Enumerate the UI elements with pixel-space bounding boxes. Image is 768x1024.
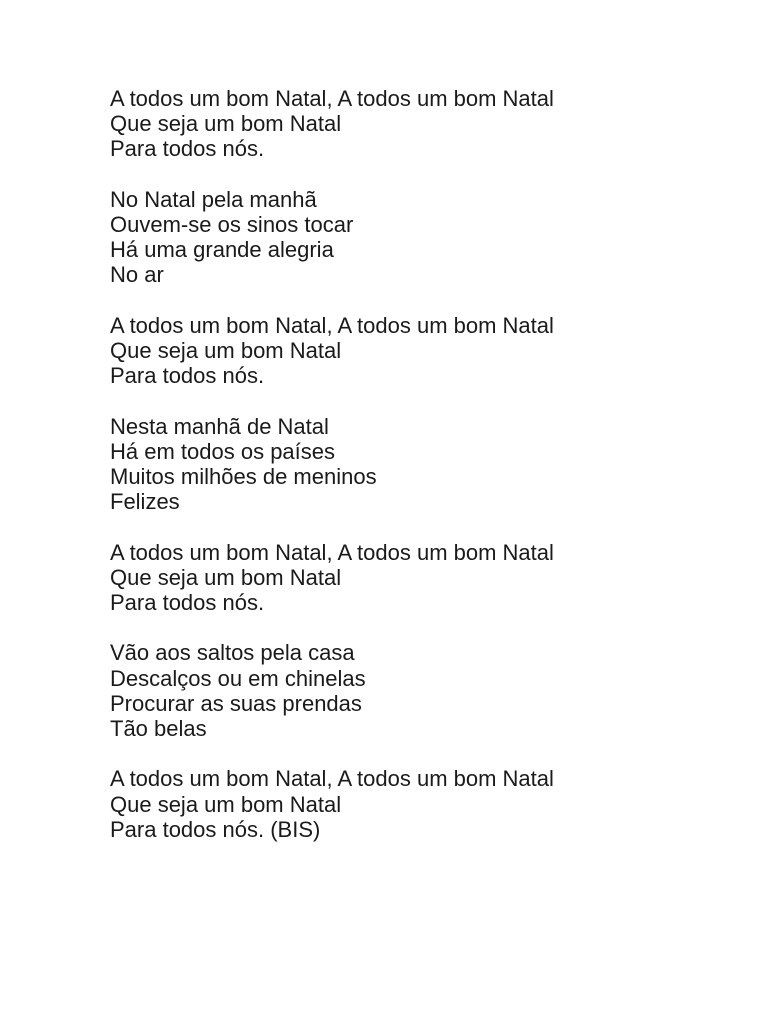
lyric-line: Para todos nós. (BIS) [110,816,321,842]
lyric-line: Para todos nós. [110,136,265,162]
lyric-line: Há em todos os países [110,438,336,464]
lyric-line: Procurar as suas prendas [110,690,362,716]
stanza-6-verse [110,640,730,741]
lyric-line: Que seja um bom Natal [110,791,342,817]
lyric-line: A todos um bom Natal, A todos um bom Natal [110,86,554,111]
stanza-1-chorus [110,86,730,162]
lyric-line: Ouvem-se os sinos tocar [110,212,354,237]
lyric-line: Há uma grande alegria [110,237,334,263]
lyric-line: A todos um bom Natal, A todos um bom Natal [110,312,554,338]
lyrics-body [110,86,730,867]
lyric-line: A todos um bom Natal, A todos um bom Natal [110,539,554,565]
lyric-line: Felizes [110,489,180,515]
lyric-line: Nesta manhã de Natal [110,413,329,439]
stanza-3-chorus [110,313,730,389]
lyric-line: Que seja um bom Natal [110,111,342,137]
lyric-line: Muitos milhões de meninos [110,464,377,489]
stanza-2-verse [110,187,730,288]
lyric-line: No ar [110,262,164,288]
lyric-line: Vão aos saltos pela casa [110,640,355,666]
lyric-line: Tão belas [110,716,207,741]
lyric-line: Que seja um bom Natal [110,564,342,590]
stanza-5-chorus [110,540,730,616]
lyric-line: Que seja um bom Natal [110,338,342,363]
stanza-4-verse [110,414,730,515]
lyric-line: Para todos nós. [110,363,265,389]
lyric-line: A todos um bom Natal, A todos um bom Natal [110,766,554,792]
lyric-line: No Natal pela manhã [110,186,317,212]
stanza-7-chorus [110,766,730,842]
lyric-line: Descalços ou em chinelas [110,665,366,691]
lyric-line: Para todos nós. [110,590,265,615]
